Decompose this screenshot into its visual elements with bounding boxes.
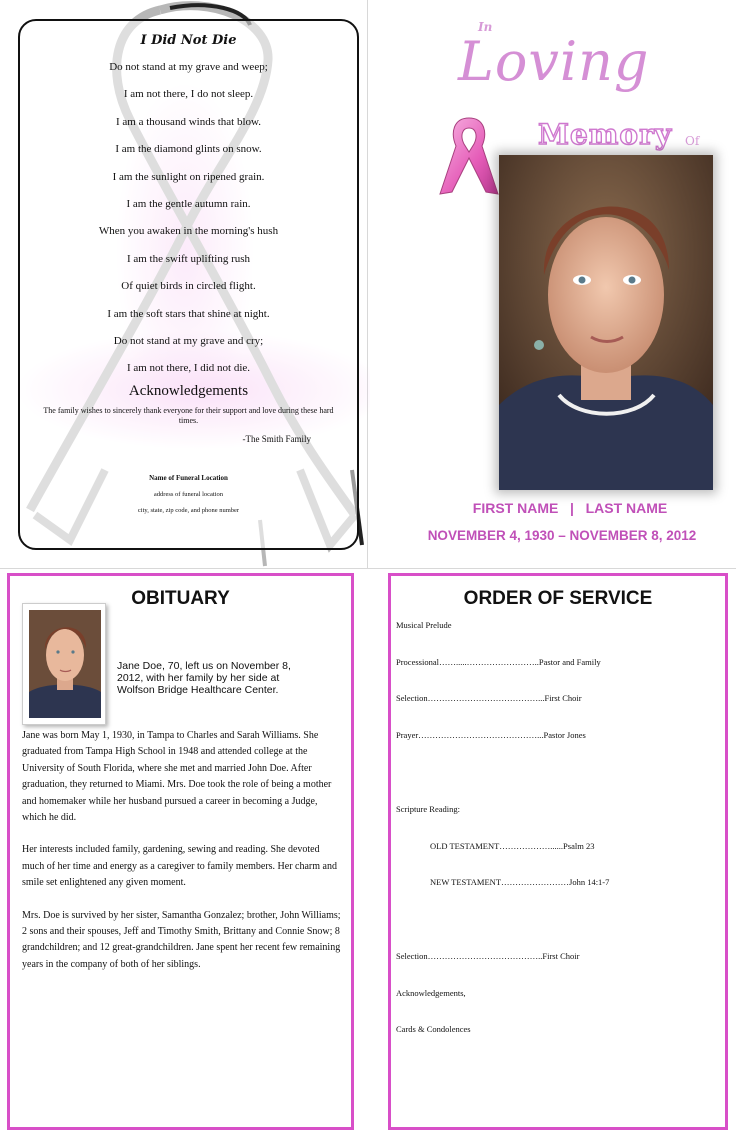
- poem-line: I am a thousand winds that blow.: [115, 115, 261, 128]
- service-item: Musical Prelude: [396, 620, 452, 630]
- portrait-photo: [499, 155, 713, 490]
- funeral-location-name: Name of Funeral Location: [149, 473, 228, 482]
- service-item: OLD TESTAMENT………………......Psalm 23: [430, 841, 595, 851]
- deceased-name: FIRST NAME | LAST NAME: [472, 500, 668, 516]
- order-of-service-panel: [388, 573, 728, 1130]
- poem-line: Do not stand at my grave and weep;: [109, 61, 268, 73]
- obituary-body: [22, 728, 344, 989]
- obituary-heading: OBITUARY: [131, 588, 230, 609]
- obituary-intro: Jane Doe, 70, left us on November 8, 2012, with her family by her side at Wolfson Bridge Healthcare Center.: [117, 660, 291, 696]
- service-item: NEW TESTAMENT……………………John 14:1-7: [430, 877, 610, 887]
- cover-title-memory: Memory: [538, 118, 673, 151]
- poem-line: I am the gentle autumn rain.: [126, 197, 251, 210]
- obituary-paragraph: Jane was born May 1, 1930, in Tampa to Charles and Sarah Williams. She graduated from Tampa High School in 1948 and attended college at the University of South Florida, where she met and married John Doe. After graduation, they returned to Miami. Mrs. Doe took the role of being a mother and homemaker while her husband pursued a career in becoming a Judge, which he did.: [22, 730, 332, 824]
- poem-line: I am not there, I did not die.: [126, 362, 251, 375]
- service-item: Acknowledgements,: [396, 988, 466, 998]
- cover-title-in: In: [478, 20, 493, 34]
- service-item: Cards & Condolences: [396, 1024, 471, 1034]
- order-of-service-heading: ORDER OF SERVICE: [463, 588, 653, 609]
- service-item: Prayer……………………………………...Pastor Jones: [396, 730, 586, 740]
- pink-ribbon-icon: [436, 112, 502, 206]
- poem-line: I am the swift uplifting rush: [126, 252, 251, 265]
- service-item: Selection…………………………………...First Choir: [396, 693, 582, 703]
- deceased-dates: NOVEMBER 4, 1930 – NOVEMBER 8, 2012: [427, 528, 697, 543]
- cover-sheet: [0, 0, 736, 568]
- funeral-location-city: city, state, zip code, and phone number: [137, 506, 240, 514]
- poem-line: When you awaken in the morning's hush: [98, 225, 279, 238]
- service-item: Processional…….....……………………..Pastor and Family: [396, 657, 601, 667]
- poem-lines: [20, 54, 357, 383]
- cover-title-loving: Loving: [458, 30, 650, 93]
- obituary-paragraph: Mrs. Doe is survived by her sister, Samantha Gonzalez; brother, John Williams; 2 sons and their spouses, Jeff and Timothy Smith, Brittany and Connie Snow; 8 grandchildren; and 12 great-grandchildren. Jane spent her recent few remaining years in the company of both of her siblings.: [22, 909, 341, 970]
- acknowledgements-text: The family wishes to sincerely thank everyone for their support and love during these hard times.: [43, 405, 334, 425]
- poem-line: I am the diamond glints on snow.: [115, 143, 262, 156]
- acknowledgements-signature: -The Smith Family: [242, 433, 311, 444]
- fold-line-horizontal: [0, 568, 736, 569]
- service-item: Selection…………………………………..First Choir: [396, 951, 580, 961]
- acknowledgements-title: Acknowledgements: [128, 382, 249, 399]
- poem-line: I am not there, I do not sleep.: [123, 88, 254, 101]
- poem-title: I Did Not Die: [140, 33, 237, 48]
- cover-title-of: Of: [685, 134, 700, 148]
- poem-line: Do not stand at my grave and cry;: [113, 334, 264, 347]
- obituary-panel: [7, 573, 354, 1130]
- poem-line: Of quiet birds in circled flight.: [121, 280, 256, 293]
- funeral-location-address: address of funeral location: [153, 490, 224, 498]
- poem-line: I am the sunlight on ripened grain.: [112, 170, 265, 183]
- poem-line: I am the soft stars that shine at night.: [107, 307, 270, 320]
- service-item: Scripture Reading:: [396, 804, 460, 814]
- obituary-photo: [22, 603, 106, 725]
- poem-panel: [18, 19, 359, 550]
- obituary-paragraph: Her interests included family, gardening, sewing and reading. She devoted much of her time and energy as a caregiver to family members. Her charm and smile set enlightened any given moment.: [22, 844, 337, 889]
